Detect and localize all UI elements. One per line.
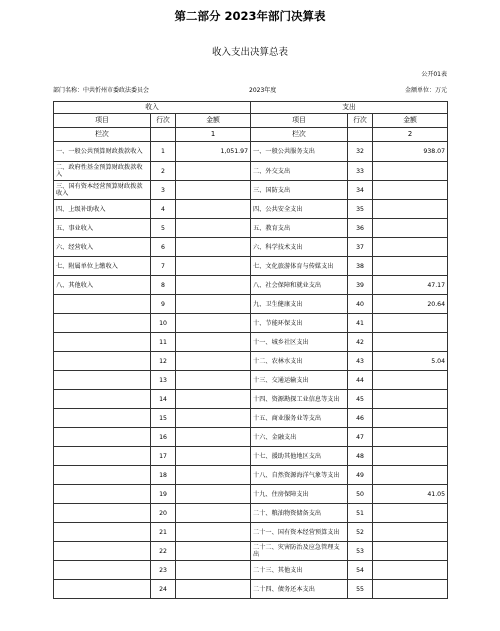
expense-amount-cell [373,219,448,238]
income-rowno-cell: 11 [151,333,176,352]
income-item-cell [54,295,151,314]
income-amount-cell [176,181,251,200]
table-row [54,523,448,542]
income-item-cell: 三、国有资本经营预算财政拨款收入 [54,181,151,200]
expense-item-cell: 二十三、其他支出 [251,561,348,580]
income-amount-cell [176,561,251,580]
expense-amount-cell [373,504,448,523]
income-item-cell [54,447,151,466]
table-row [54,409,448,428]
expense-item-cell: 十七、援助其他地区支出 [251,447,348,466]
expense-group-header: 支出 [251,102,448,114]
income-amount-cell [176,428,251,447]
table-row [54,333,448,352]
expense-rowno-cell: 36 [348,219,373,238]
income-amount-cell [176,447,251,466]
expense-item-cell: 二十四、债务还本支出 [251,580,348,599]
expense-amount-cell [373,200,448,219]
income-item-cell [54,352,151,371]
expense-rowno-cell: 35 [348,200,373,219]
expense-item-cell: 八、社会保障和就业支出 [251,276,348,295]
expense-item-cell: 十二、农林水支出 [251,352,348,371]
income-amount-cell [176,257,251,276]
income-rowno-cell: 8 [151,276,176,295]
lanci-row [54,128,448,142]
expense-rowno-cell: 32 [348,142,373,162]
income-item-cell [54,333,151,352]
meta-row [53,85,447,95]
expense-amount-cell: 47.17 [373,276,448,295]
expense-rowno-cell: 45 [348,390,373,409]
income-lanci-rowno [151,128,176,142]
income-rowno-cell: 2 [151,162,176,181]
income-item-cell [54,561,151,580]
table-row [54,428,448,447]
income-amount-cell [176,485,251,504]
income-rowno-header: 行次 [151,114,176,128]
income-amount-cell [176,504,251,523]
expense-rowno-cell: 34 [348,181,373,200]
table-row [54,162,448,181]
table-row [54,314,448,333]
income-amount-cell: 1,051.97 [176,142,251,162]
expense-item-cell: 三、国防支出 [251,181,348,200]
income-item-cell [54,314,151,333]
income-item-cell: 二、政府性基金预算财政拨款收入 [54,162,151,181]
table-title: 收入支出决算总表 [211,47,288,58]
income-item-cell [54,485,151,504]
income-item-cell [54,466,151,485]
expense-item-cell: 十八、自然资源海洋气象等支出 [251,466,348,485]
income-item-cell [54,523,151,542]
income-lanci-number: 1 [176,128,251,142]
table-row [54,542,448,561]
expense-lanci-rowno [348,128,373,142]
fiscal-year: 2023年度 [249,87,277,94]
income-amount-cell [176,542,251,561]
income-item-cell [54,504,151,523]
expense-rowno-header: 行次 [348,114,373,128]
expense-lanci-label: 栏次 [251,128,348,142]
part-title: 第二部分 2023年部门决算表 [174,9,326,23]
income-amount-cell [176,276,251,295]
expense-amount-cell [373,561,448,580]
expense-amount-cell: 20.64 [373,295,448,314]
income-item-cell: 六、经营收入 [54,238,151,257]
income-item-cell [54,428,151,447]
expense-rowno-cell: 50 [348,485,373,504]
expense-amount-cell [373,542,448,561]
income-item-cell: 四、上级补助收入 [54,200,151,219]
amount-unit: 金额单位：万元 [404,87,447,94]
expense-rowno-cell: 55 [348,580,373,599]
income-rowno-cell: 13 [151,371,176,390]
income-rowno-cell: 14 [151,390,176,409]
table-row [54,257,448,276]
expense-item-cell: 十六、金融支出 [251,428,348,447]
expense-rowno-cell: 38 [348,257,373,276]
income-rowno-cell: 6 [151,238,176,257]
expense-rowno-cell: 44 [348,371,373,390]
income-item-cell [54,542,151,561]
income-item-header: 项目 [54,114,151,128]
expense-amount-cell [373,314,448,333]
income-amount-cell [176,352,251,371]
income-item-cell: 五、事业收入 [54,219,151,238]
expense-rowno-cell: 40 [348,295,373,314]
expense-amount-cell [373,447,448,466]
table-row [54,447,448,466]
table-row [54,352,448,371]
expense-item-cell: 六、科学技术支出 [251,238,348,257]
expense-amount-cell [373,371,448,390]
expense-amount-cell: 5.04 [373,352,448,371]
income-amount-cell [176,580,251,599]
expense-item-cell: 九、卫生健康支出 [251,295,348,314]
income-item-cell: 七、附属单位上缴收入 [54,257,151,276]
income-rowno-cell: 12 [151,352,176,371]
income-item-cell: 一、一般公共预算财政拨款收入 [54,142,151,162]
expense-item-cell: 七、文化旅游体育与传媒支出 [251,257,348,276]
income-rowno-cell: 10 [151,314,176,333]
expense-item-cell: 十五、商业服务业等支出 [251,409,348,428]
table-row [54,142,448,162]
income-expense-table [53,101,448,599]
table-code: 公开01表 [421,71,447,78]
expense-rowno-cell: 43 [348,352,373,371]
income-rowno-cell: 15 [151,409,176,428]
income-group-header: 收入 [54,102,251,114]
expense-item-cell: 二、外交支出 [251,162,348,181]
income-rowno-cell: 7 [151,257,176,276]
income-rowno-cell: 16 [151,428,176,447]
income-item-cell [54,580,151,599]
expense-rowno-cell: 39 [348,276,373,295]
expense-rowno-cell: 51 [348,504,373,523]
income-item-cell [54,409,151,428]
income-amount-cell [176,523,251,542]
department-name: 部门名称：中共忻州市委政法委员会 [53,87,150,94]
expense-rowno-cell: 46 [348,409,373,428]
expense-amount-cell [373,523,448,542]
income-rowno-cell: 18 [151,466,176,485]
expense-rowno-cell: 49 [348,466,373,485]
expense-rowno-cell: 54 [348,561,373,580]
expense-item-cell: 一、一般公共服务支出 [251,142,348,162]
expense-item-cell: 十九、住房保障支出 [251,485,348,504]
income-amount-cell [176,371,251,390]
expense-item-cell: 十、节能环保支出 [251,314,348,333]
expense-rowno-cell: 53 [348,542,373,561]
income-amount-cell [176,390,251,409]
income-amount-cell [176,295,251,314]
table-row [54,219,448,238]
income-item-cell [54,390,151,409]
income-rowno-cell: 23 [151,561,176,580]
expense-amount-cell: 938.07 [373,142,448,162]
income-rowno-cell: 9 [151,295,176,314]
group-header-row [54,102,448,114]
expense-rowno-cell: 42 [348,333,373,352]
expense-item-cell: 五、教育支出 [251,219,348,238]
expense-amount-cell [373,428,448,447]
table-row [54,485,448,504]
table-row [54,504,448,523]
expense-amount-cell [373,181,448,200]
table-row [54,390,448,409]
table-row [54,276,448,295]
expense-amount-cell: 41.05 [373,485,448,504]
table-body [54,102,448,599]
income-rowno-cell: 1 [151,142,176,162]
expense-item-cell: 十一、城乡社区支出 [251,333,348,352]
income-rowno-cell: 22 [151,542,176,561]
expense-amount-cell [373,238,448,257]
income-amount-cell [176,314,251,333]
expense-rowno-cell: 41 [348,314,373,333]
expense-lanci-number: 2 [373,128,448,142]
expense-item-cell: 四、公共安全支出 [251,200,348,219]
expense-amount-cell [373,162,448,181]
expense-item-cell: 十三、交通运输支出 [251,371,348,390]
table-row [54,238,448,257]
table-row [54,371,448,390]
expense-amount-header: 金额 [373,114,448,128]
expense-rowno-cell: 48 [348,447,373,466]
column-header-row [54,114,448,128]
income-rowno-cell: 19 [151,485,176,504]
expense-item-header: 项目 [251,114,348,128]
expense-item-cell: 二十二、灾害防治及应急管理支出 [251,542,348,561]
income-rowno-cell: 5 [151,219,176,238]
income-item-cell [54,371,151,390]
income-amount-cell [176,333,251,352]
income-amount-cell [176,219,251,238]
income-rowno-cell: 24 [151,580,176,599]
expense-amount-cell [373,580,448,599]
income-rowno-cell: 3 [151,181,176,200]
income-rowno-cell: 20 [151,504,176,523]
expense-amount-cell [373,390,448,409]
income-rowno-cell: 17 [151,447,176,466]
income-amount-cell [176,409,251,428]
expense-rowno-cell: 52 [348,523,373,542]
income-lanci-label: 栏次 [54,128,151,142]
expense-amount-cell [373,466,448,485]
income-amount-cell [176,162,251,181]
table-row [54,466,448,485]
expense-item-cell: 二十一、国有资本经营预算支出 [251,523,348,542]
expense-rowno-cell: 33 [348,162,373,181]
income-amount-cell [176,238,251,257]
income-item-cell: 八、其他收入 [54,276,151,295]
table-row [54,181,448,200]
income-amount-header: 金额 [176,114,251,128]
income-amount-cell [176,466,251,485]
expense-rowno-cell: 37 [348,238,373,257]
expense-rowno-cell: 47 [348,428,373,447]
table-row [54,561,448,580]
expense-item-cell: 二十、粮油物资储备支出 [251,504,348,523]
expense-amount-cell [373,333,448,352]
table-row [54,200,448,219]
income-rowno-cell: 4 [151,200,176,219]
expense-item-cell: 十四、资源勘探工业信息等支出 [251,390,348,409]
income-amount-cell [176,200,251,219]
table-row [54,295,448,314]
expense-amount-cell [373,257,448,276]
income-rowno-cell: 21 [151,523,176,542]
expense-amount-cell [373,409,448,428]
table-row [54,580,448,599]
